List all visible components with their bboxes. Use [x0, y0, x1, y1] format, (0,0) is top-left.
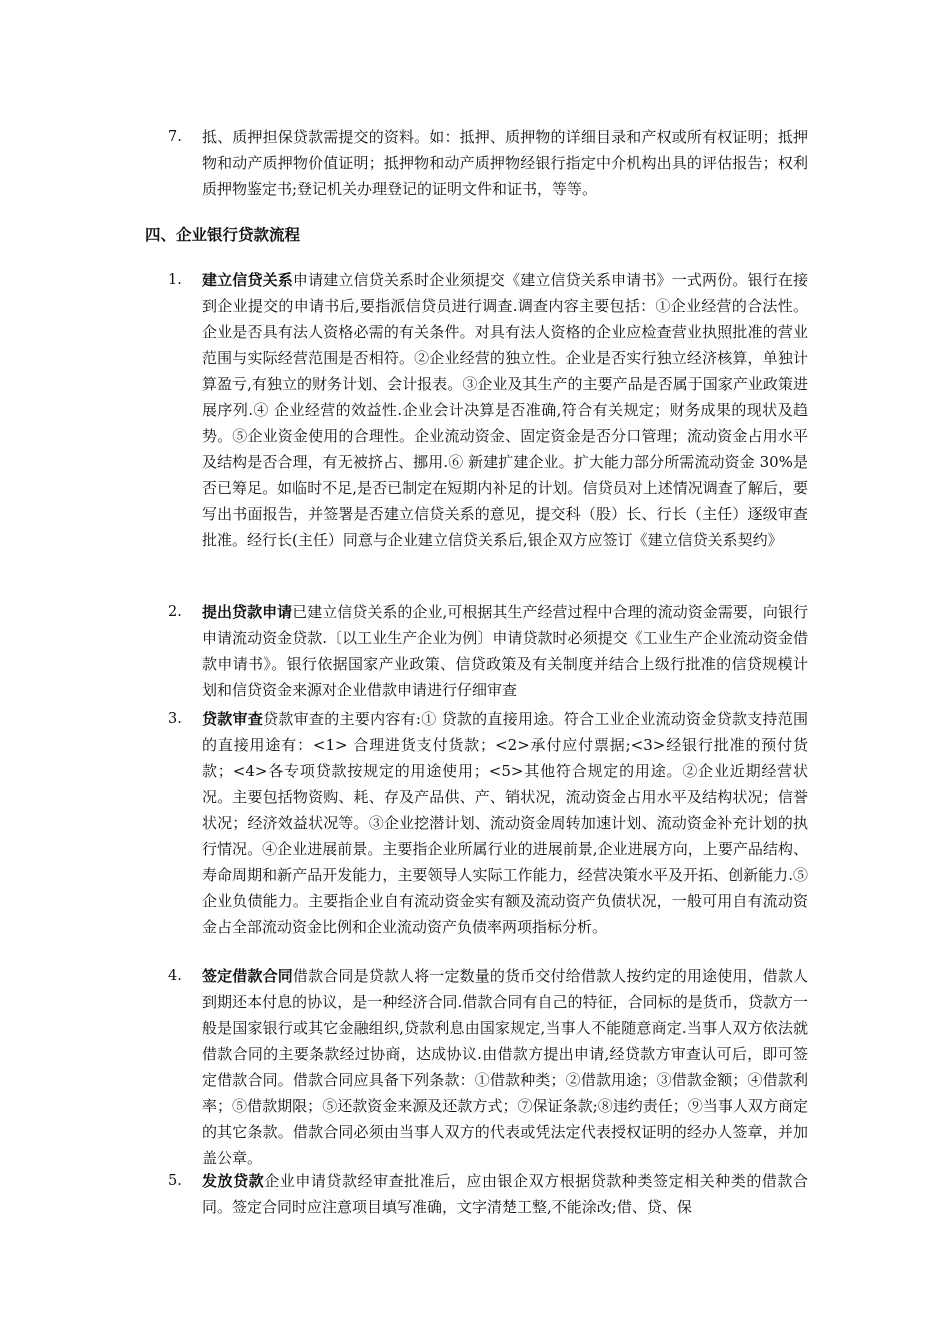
step-body	[202, 706, 808, 940]
step-text: 申请建立信贷关系时企业须提交《建立信贷关系申请书》一式两份。银行在接到企业提交的申请书后,要指派信贷员进行调查.调查内容主要包括：①企业经营的合法性。企业是否具有法人资格必需的有关条件。对具有法人资格的企业应检查营业执照批准的营业范围与实际经营范围是否相符。②企业经营的独立性。企业是否实行独立经济核算，单独计算盈亏,有独立的财务计划、会计报表。③企业及其生产的主要产品是否属于国家产业政策进展序列.④ 企业经营的效益性.企业会计决算是否准确,符合有关规定；财务成果的现状及趋势。⑤企业资金使用的合理性。企业流动资金、固定资金是否分口管理；流动资金占用水平及结构是否合理，有无被挤占、挪用.⑥ 新建扩建企业。扩大能力部分所需流动资金 30%是否已筹足。如临时不足,是否已制定在短期内补足的计划。信贷员对上述情况调查了解后，要写出书面报告，并签署是否建立信贷关系的意见，提交科（股）长、行长（主任）逐级审查批准。经行长(主任）同意与企业建立信贷关系后,银企双方应签订《建立信贷关系契约》	[202, 271, 808, 549]
step-text: 借款合同是贷款人将一定数量的货币交付给借款人按约定的用途使用，借款人到期还本付息的协议，是一种经济合同.借款合同有自己的特征，合同标的是货币，贷款方一般是国家银行或其它金融组织,贷款利息由国家规定,当事人不能随意商定.当事人双方依法就借款合同的主要条款经过协商，达成协议.由借款方提出申请,经贷款方审查认可后，即可签定借款合同。借款合同应具备下列条款：①借款种类；②借款用途；③借款金额；④借款利率；⑤借款期限；⑤还款资金来源及还款方式；⑦保证条款;⑧违约责任；⑨当事人双方商定的其它条款。借款合同必须由当事人双方的代表或凭法定代表授权证明的经办人签章，并加盖公章。	[202, 967, 808, 1167]
list-item-7	[168, 124, 808, 202]
step-body	[202, 599, 808, 703]
step-item-1	[168, 267, 808, 553]
step-item-2	[168, 599, 808, 703]
step-item-3	[168, 706, 808, 940]
item-text: 抵、质押担保贷款需提交的资料。如：抵押、质押物的详细目录和产权或所有权证明；抵押物和动产质押物价值证明；抵押物和动产质押物经银行指定中介机构出具的评估报告；权利质押物鉴定书;登记机关办理登记的证明文件和证书，等等。	[202, 128, 808, 198]
step-number: 5.	[168, 1173, 182, 1189]
step-text: 企业申请贷款经审查批准后，应由银企双方根据贷款种类签定相关种类的借款合同。签定合同时应注意项目填写准确，文字清楚工整,不能涂改;借、贷、保	[202, 1172, 808, 1216]
step-body	[202, 267, 808, 553]
step-number: 1.	[168, 272, 182, 288]
step-number: 3.	[168, 711, 182, 727]
step-text: 已建立信贷关系的企业,可根据其生产经营过程中合理的流动资金需要，向银行申请流动资金贷款.〔以工业生产企业为例〕申请贷款时必须提交《工业生产企业流动资金借款申请书》。银行依据国家产业政策、信贷政策及有关制度并结合上级行批准的信贷规模计划和信贷资金来源对企业借款申请进行仔细审查	[202, 603, 808, 699]
step-body	[202, 963, 808, 1171]
step-term: 签定借款合同	[202, 967, 293, 985]
step-term: 提出贷款申请	[202, 603, 293, 621]
step-term: 发放贷款	[202, 1172, 265, 1190]
step-term: 贷款审查	[202, 710, 264, 728]
step-number: 2.	[168, 604, 182, 620]
step-body	[202, 1168, 808, 1220]
item-number: 7.	[168, 129, 182, 145]
step-term: 建立信贷关系	[202, 271, 293, 289]
step-number: 4.	[168, 968, 182, 984]
section-heading: 四、企业银行贷款流程	[145, 225, 301, 244]
step-text: 贷款审查的主要内容有:① 贷款的直接用途。符合工业企业流动资金贷款支持范围的直接用途有：<1> 合理进货支付货款；<2>承付应付票据;<3>经银行批准的预付货款；<4>各专项贷款按规定的用途使用；<5>其他符合规定的用途。②企业近期经营状况。主要包括物资购、耗、存及产品供、产、销状况，流动资金占用水平及结构状况；信誉状况；经济效益状况等。③企业挖潜计划、流动资金周转加速计划、流动资金补充计划的执行情况。④企业进展前景。主要指企业所属行业的进展前景,企业进展方向，上要产品结构、寿命周期和新产品开发能力，主要领导人实际工作能力，经营决策水平及开拓、创新能力.⑤ 企业负债能力。主要指企业自有流动资金实有额及流动资产负债状况，一般可用自有流动资金占全部流动资金比例和企业流动资产负债率两项指标分析。	[202, 710, 808, 936]
step-item-5	[168, 1168, 808, 1220]
step-item-4	[168, 963, 808, 1171]
